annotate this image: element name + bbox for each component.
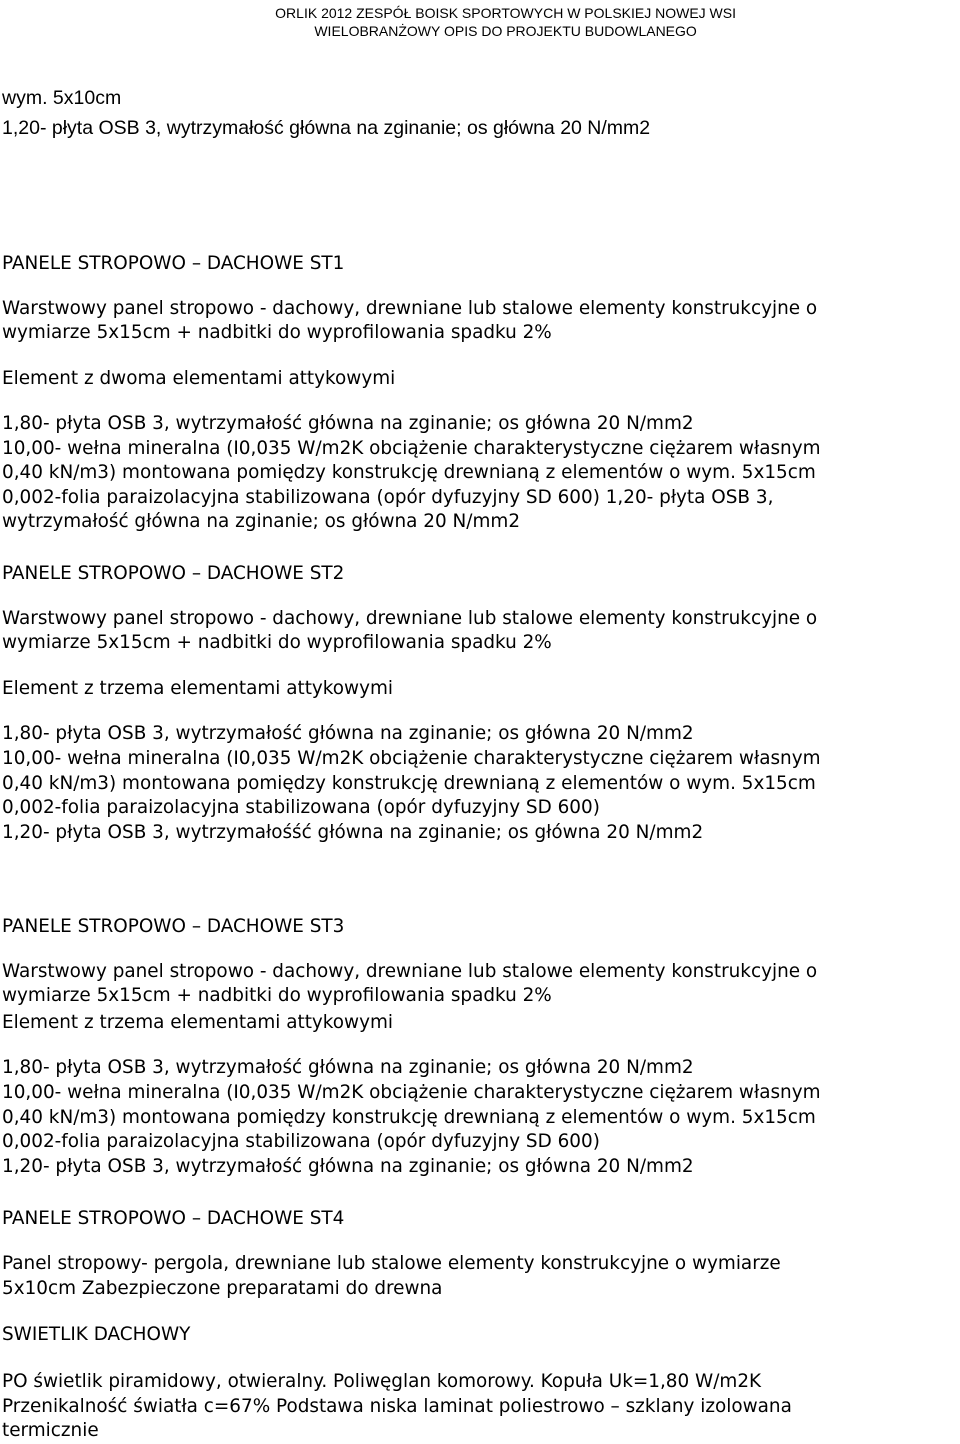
element-note: Element z dwoma elementami attykowymi [2, 368, 396, 389]
layer-line: 1,20- płyta OSB 3, wytrzymałość główna na zginanie; os główna 20 N/mm2 [2, 1156, 694, 1177]
layer-line: 1,20- płyta OSB 3, wytrzymałośść główna na zginanie; os główna 20 N/mm2 [2, 822, 704, 843]
layer-line: 0,002-folia paraizolacyjna stabilizowana (opór dyfuzyjny SD 600) [2, 1131, 600, 1152]
section-title: PANELE STROPOWO – DACHOWE ST1 [2, 253, 345, 274]
description-line: Warstwowy panel stropowo - dachowy, drewniane lub stalowe elementy konstrukcyjne o [2, 961, 818, 982]
layer-line: 1,80- płyta OSB 3, wytrzymałość główna na zginanie; os główna 20 N/mm2 [2, 723, 694, 744]
layer-line: 10,00- wełna mineralna (I0,035 W/m2K obciążenie charakterystyczne ciężarem własnym [2, 438, 821, 459]
intro-line-2: 1,20- płyta OSB 3, wytrzymałość główna na zginanie; os główna 20 N/mm2 [2, 117, 651, 139]
element-note: Element z trzema elementami attykowymi [2, 1012, 393, 1033]
layer-line: 0,40 kN/m3) montowana pomiędzy konstrukcję drewnianą z elementów o wym. 5x15cm [2, 773, 816, 794]
layer-line: 1,80- płyta OSB 3, wytrzymałość główna na zginanie; os główna 20 N/mm2 [2, 1057, 694, 1078]
section-title: PANELE STROPOWO – DACHOWE ST2 [2, 563, 345, 584]
header-line-2: WIELOBRANŻOWY OPIS DO PROJEKTU BUDOWLANEGO [314, 23, 697, 39]
description-line: Przenikalność światła c=67% Podstawa niska laminat poliestrowo – szklany izolowana [2, 1396, 792, 1417]
description-line: 5x10cm Zabezpieczone preparatami do drewna [2, 1278, 443, 1299]
layer-line: 0,40 kN/m3) montowana pomiędzy konstrukcję drewnianą z elementów o wym. 5x15cm [2, 462, 816, 483]
description-line: termicznie [2, 1420, 99, 1441]
section-title: PANELE STROPOWO – DACHOWE ST4 [2, 1208, 345, 1229]
layer-line: 0,002-folia paraizolacyjna stabilizowana (opór dyfuzyjny SD 600) 1,20- płyta OSB 3, [2, 487, 774, 508]
description-line: Panel stropowy- pergola, drewniane lub stalowe elementy konstrukcyjne o wymiarze [2, 1253, 781, 1274]
intro-line-1: wym. 5x10cm [2, 87, 122, 109]
section-title: PANELE STROPOWO – DACHOWE ST3 [2, 916, 345, 937]
element-note: Element z trzema elementami attykowymi [2, 678, 393, 699]
layer-line: 10,00- wełna mineralna (I0,035 W/m2K obciążenie charakterystyczne ciężarem własnym [2, 1082, 821, 1103]
description-line: Warstwowy panel stropowo - dachowy, drewniane lub stalowe elementy konstrukcyjne o [2, 298, 818, 319]
description-line: wymiarze 5x15cm + nadbitki do wyprofilowania spadku 2% [2, 985, 552, 1006]
layer-line: 0,002-folia paraizolacyjna stabilizowana (opór dyfuzyjny SD 600) [2, 797, 600, 818]
layer-line: 10,00- wełna mineralna (I0,035 W/m2K obciążenie charakterystyczne ciężarem własnym [2, 748, 821, 769]
section-title: SWIETLIK DACHOWY [2, 1324, 191, 1345]
layer-line: 1,80- płyta OSB 3, wytrzymałość główna na zginanie; os główna 20 N/mm2 [2, 413, 694, 434]
header-line-1: ORLIK 2012 ZESPÓŁ BOISK SPORTOWYCH W POLSKIEJ NOWEJ WSI [275, 5, 736, 21]
description-line: Warstwowy panel stropowo - dachowy, drewniane lub stalowe elementy konstrukcyjne o [2, 608, 818, 629]
description-line: PO świetlik piramidowy, otwieralny. Poliwęglan komorowy. Kopuła Uk=1,80 W/m2K [2, 1371, 762, 1392]
description-line: wymiarze 5x15cm + nadbitki do wyprofilowania spadku 2% [2, 322, 552, 343]
layer-line: 0,40 kN/m3) montowana pomiędzy konstrukcję drewnianą z elementów o wym. 5x15cm [2, 1107, 816, 1128]
page-header [275, 4, 736, 40]
description-line: wymiarze 5x15cm + nadbitki do wyprofilowania spadku 2% [2, 632, 552, 653]
layer-line: wytrzymałość główna na zginanie; os główna 20 N/mm2 [2, 511, 521, 532]
